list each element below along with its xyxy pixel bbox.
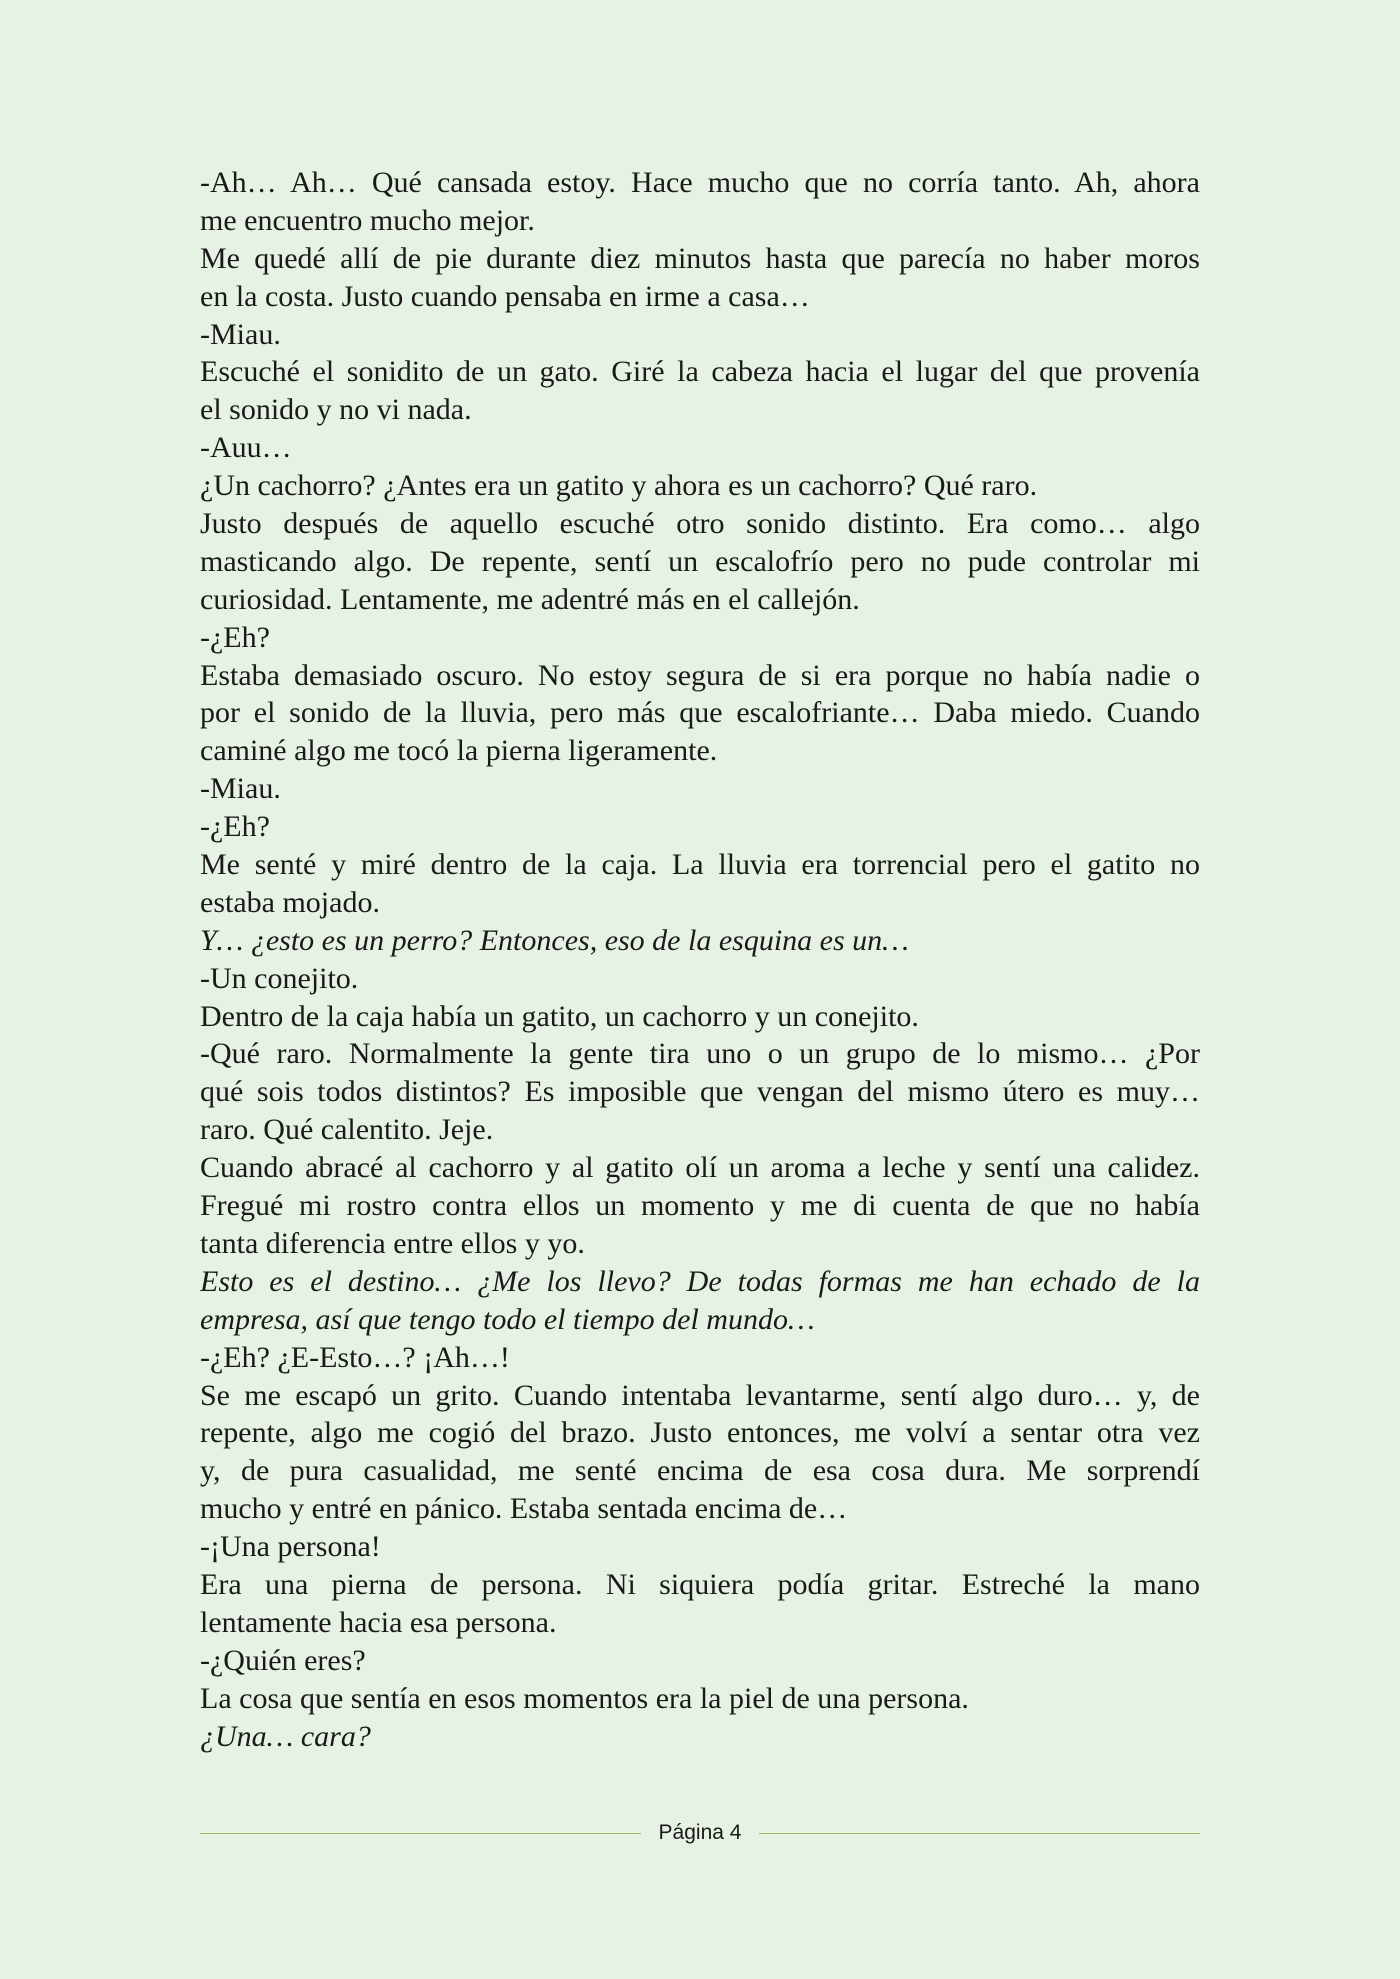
text-line: -Ah… Ah… Qué cansada estoy. Hace mucho que no corría tanto. Ah, ahora (200, 166, 1200, 199)
text-line: en la costa. Justo cuando pensaba en irme a casa… (200, 279, 810, 313)
text-line: me encuentro mucho mejor. (200, 203, 535, 237)
text-line: -¡Una persona! (200, 1530, 381, 1564)
text-line: Escuché el sonidito de un gato. Giré la cabeza hacia el lugar del que provenía (200, 355, 1200, 389)
text-line: Me senté y miré dentro de la caja. La lluvia era torrencial pero el gatito no (200, 848, 1200, 882)
text-line: repente, algo me cogió del brazo. Justo entonces, me volví a sentar otra vez (200, 1416, 1200, 1450)
text-line: Dentro de la caja había un gatito, un cachorro y un conejito. (200, 999, 919, 1033)
text-line: La cosa que sentía en esos momentos era la piel de una persona. (200, 1681, 969, 1715)
text-line: -¿Quién eres? (200, 1643, 366, 1677)
text-line: Me quedé allí de pie durante diez minutos hasta que parecía no haber moros (200, 241, 1200, 275)
text-line: Justo después de aquello escuché otro sonido distinto. Era como… algo (200, 507, 1200, 541)
text-line: Era una pierna de persona. Ni siquiera podía gritar. Estreché la mano (200, 1567, 1200, 1601)
text-line: caminé algo me tocó la pierna ligeramente. (200, 734, 718, 768)
text-line: lentamente hacia esa persona. (200, 1605, 557, 1639)
text-line: -¿Eh? ¿E-Esto…? ¡Ah…! (200, 1340, 510, 1374)
page-number: Página 4 (658, 1821, 742, 1844)
text-line: ¿Un cachorro? ¿Antes era un gatito y ahora es un cachorro? Qué raro. (200, 469, 1038, 503)
text-line: -Qué raro. Normalmente la gente tira uno o un grupo de lo mismo… ¿Por (200, 1037, 1200, 1071)
text-line: el sonido y no vi nada. (200, 393, 472, 427)
italic-thought-line: ¿Una… cara? (200, 1719, 371, 1753)
text-line: por el sonido de la lluvia, pero más que escalofriante… Daba miedo. Cuando (200, 696, 1200, 730)
page-body (200, 164, 1200, 1755)
footer-rule-right (759, 1833, 1200, 1834)
text-line: raro. Qué calentito. Jeje. (200, 1113, 494, 1147)
text-line: -¿Eh? (200, 810, 270, 844)
text-line: Cuando abracé al cachorro y al gatito olí un aroma a leche y sentí una calidez. (200, 1151, 1200, 1185)
text-line: tanta diferencia entre ellos y yo. (200, 1226, 585, 1260)
text-line: masticando algo. De repente, sentí un escalofrío pero no pude controlar mi (200, 544, 1200, 578)
text-line: qué sois todos distintos? Es imposible que vengan del mismo útero es muy… (200, 1075, 1200, 1109)
text-line: -Miau. (200, 317, 281, 351)
page-footer (200, 1816, 1200, 1850)
text-line: -Auu… (200, 431, 292, 465)
italic-thought-line: empresa, así que tengo todo el tiempo del mundo… (200, 1302, 815, 1336)
text-line: -Un conejito. (200, 961, 359, 995)
text-line: -Miau. (200, 772, 281, 806)
text-line: Se me escapó un grito. Cuando intentaba levantarme, sentí algo duro… y, de (200, 1378, 1200, 1412)
footer-rule-left (200, 1833, 641, 1834)
text-line: Estaba demasiado oscuro. No estoy segura de si era porque no había nadie o (200, 658, 1200, 692)
text-line: estaba mojado. (200, 885, 380, 919)
text-line: mucho y entré en pánico. Estaba sentada encima de… (200, 1492, 848, 1526)
text-line: Fregué mi rostro contra ellos un momento y me di cuenta de que no había (200, 1189, 1200, 1223)
italic-thought-line: Esto es el destino… ¿Me los llevo? De todas formas me han echado de la (200, 1264, 1200, 1298)
text-line: curiosidad. Lentamente, me adentré más en el callejón. (200, 582, 860, 616)
italic-thought-line: Y… ¿esto es un perro? Entonces, eso de la esquina es un… (200, 923, 909, 957)
text-line: -¿Eh? (200, 620, 270, 654)
text-line: y, de pura casualidad, me senté encima de esa cosa dura. Me sorprendí (200, 1454, 1200, 1488)
